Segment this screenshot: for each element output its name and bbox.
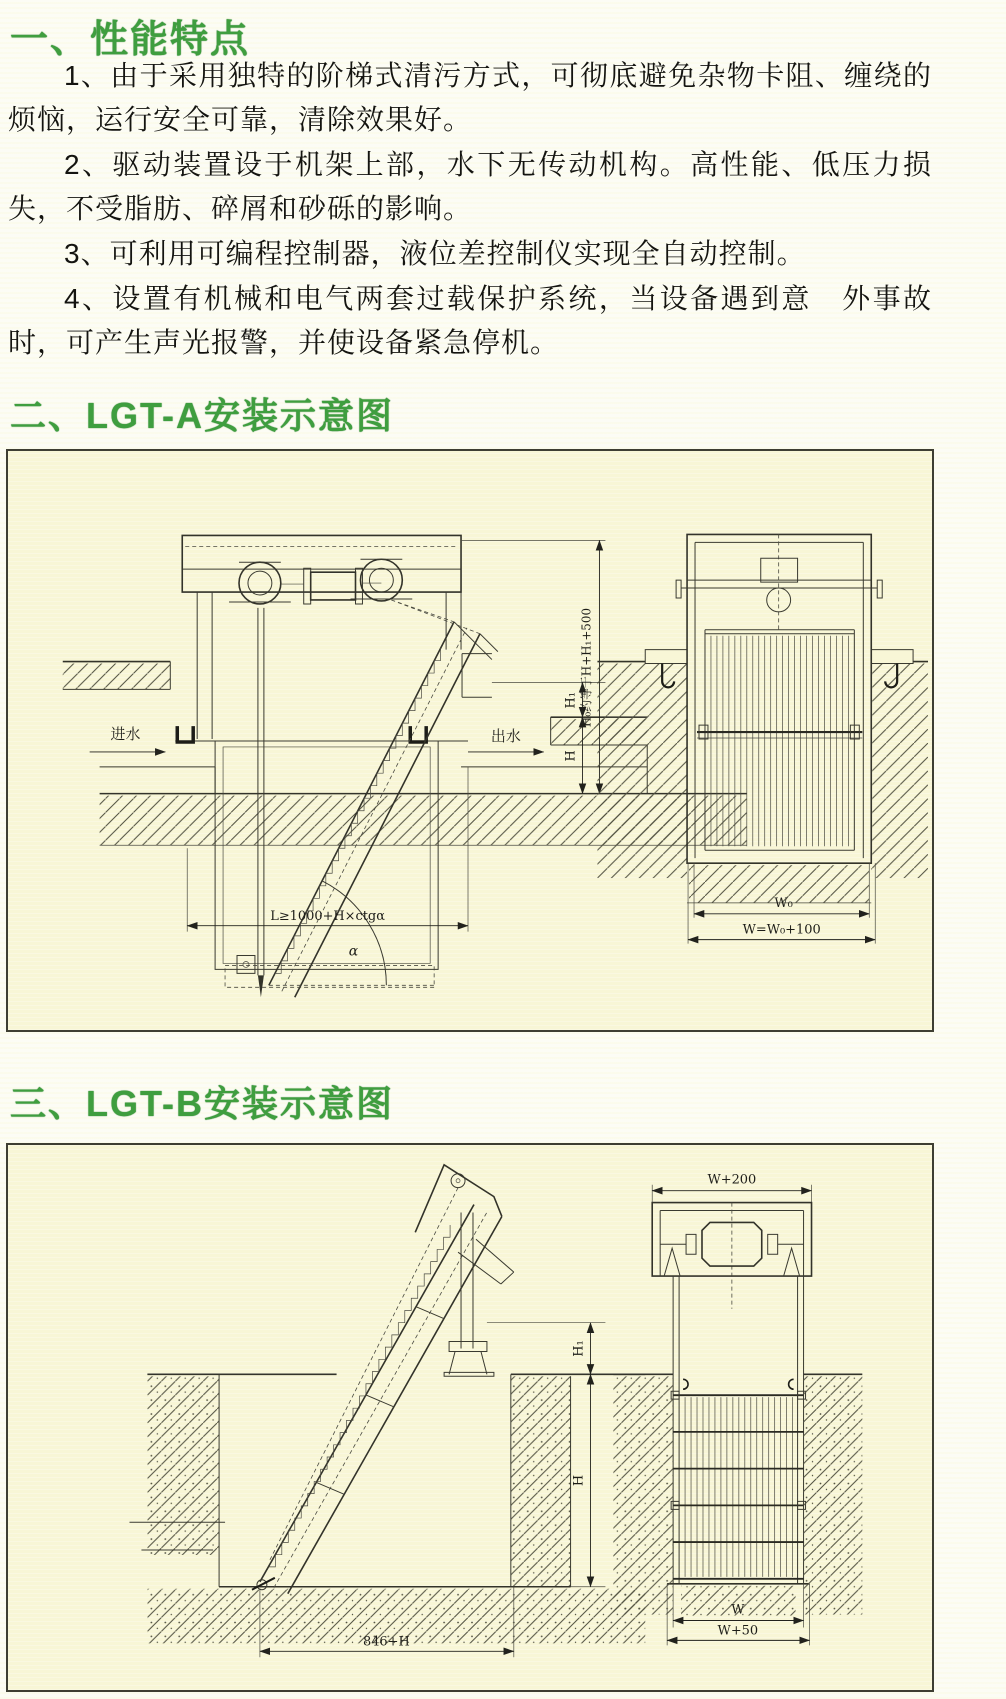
feature-list bbox=[8, 54, 932, 366]
angle-alpha-label: α bbox=[348, 943, 359, 960]
dim-length-formula-label: L≥1000+H×ctgα bbox=[270, 908, 385, 924]
lgt-b-installation-diagram bbox=[8, 1145, 932, 1690]
lgt-a-diagram-panel bbox=[6, 449, 934, 1032]
flow-labels bbox=[90, 725, 544, 752]
lgt-a-installation-diagram bbox=[8, 451, 932, 1030]
dim-w-label: W bbox=[731, 1602, 745, 1618]
dim-h1-label: H₁ bbox=[571, 1340, 587, 1357]
lgt-b-diagram-panel bbox=[6, 1143, 934, 1692]
lgt-a-front-view bbox=[597, 534, 928, 943]
feature-item-3: 3、可利用可编程控制器，液位差控制仪实现全自动控制。 bbox=[64, 238, 806, 269]
dim-w-formula-label: W=W₀+100 bbox=[742, 922, 821, 938]
dim-w0-label: W₀ bbox=[774, 895, 793, 911]
front-view-frame bbox=[652, 1203, 811, 1584]
lgt-b-front-view bbox=[613, 1173, 862, 1646]
dim-h-label: H bbox=[571, 1474, 587, 1487]
feature-item-1: 1、由于采用独特的阶梯式清污方式，可彻底避免杂物卡阻、缠绕的烦恼，运行安全可靠，清除效果好。 bbox=[8, 60, 932, 135]
dim-h1-label: H₁ bbox=[563, 692, 579, 709]
feature-item-4: 4、设置有机械和电气两套过载保护系统，当设备遇到意 外事故时，可产生声光报警，并使设备紧急停机。 bbox=[8, 283, 932, 358]
section-heading-lgt-a: 二、LGT-A安装示意图 bbox=[10, 395, 394, 436]
inlet-label: 进水 bbox=[110, 725, 141, 744]
inclined-screen bbox=[252, 1165, 514, 1594]
section-heading-features: 一、性能特点 bbox=[10, 19, 251, 61]
dim-h-label: H bbox=[563, 750, 579, 762]
outlet-label: 出水 bbox=[490, 727, 521, 745]
dim-w200-label: W+200 bbox=[707, 1172, 757, 1188]
section-heading-lgt-b: 三、LGT-B安装示意图 bbox=[10, 1083, 394, 1124]
dim-h0-formula-label: H₀约等于H+H₁+500 bbox=[579, 607, 594, 728]
front-view-ground bbox=[597, 650, 928, 903]
dim-846-label: 846+H bbox=[362, 1634, 410, 1650]
front-view-screen-grid bbox=[671, 1391, 805, 1579]
lgt-b-side-view bbox=[129, 1165, 645, 1657]
step-screen-machine bbox=[175, 535, 498, 997]
front-view-dim-top bbox=[652, 1173, 811, 1215]
dim-w50-label: W+50 bbox=[717, 1623, 759, 1639]
feature-item-2: 2、驱动装置设于机架上部，水下无传动机构。高性能、低压力损失，不受脂肪、碎屑和砂砾的影响。 bbox=[8, 149, 932, 224]
side-view-ground bbox=[129, 1374, 645, 1643]
